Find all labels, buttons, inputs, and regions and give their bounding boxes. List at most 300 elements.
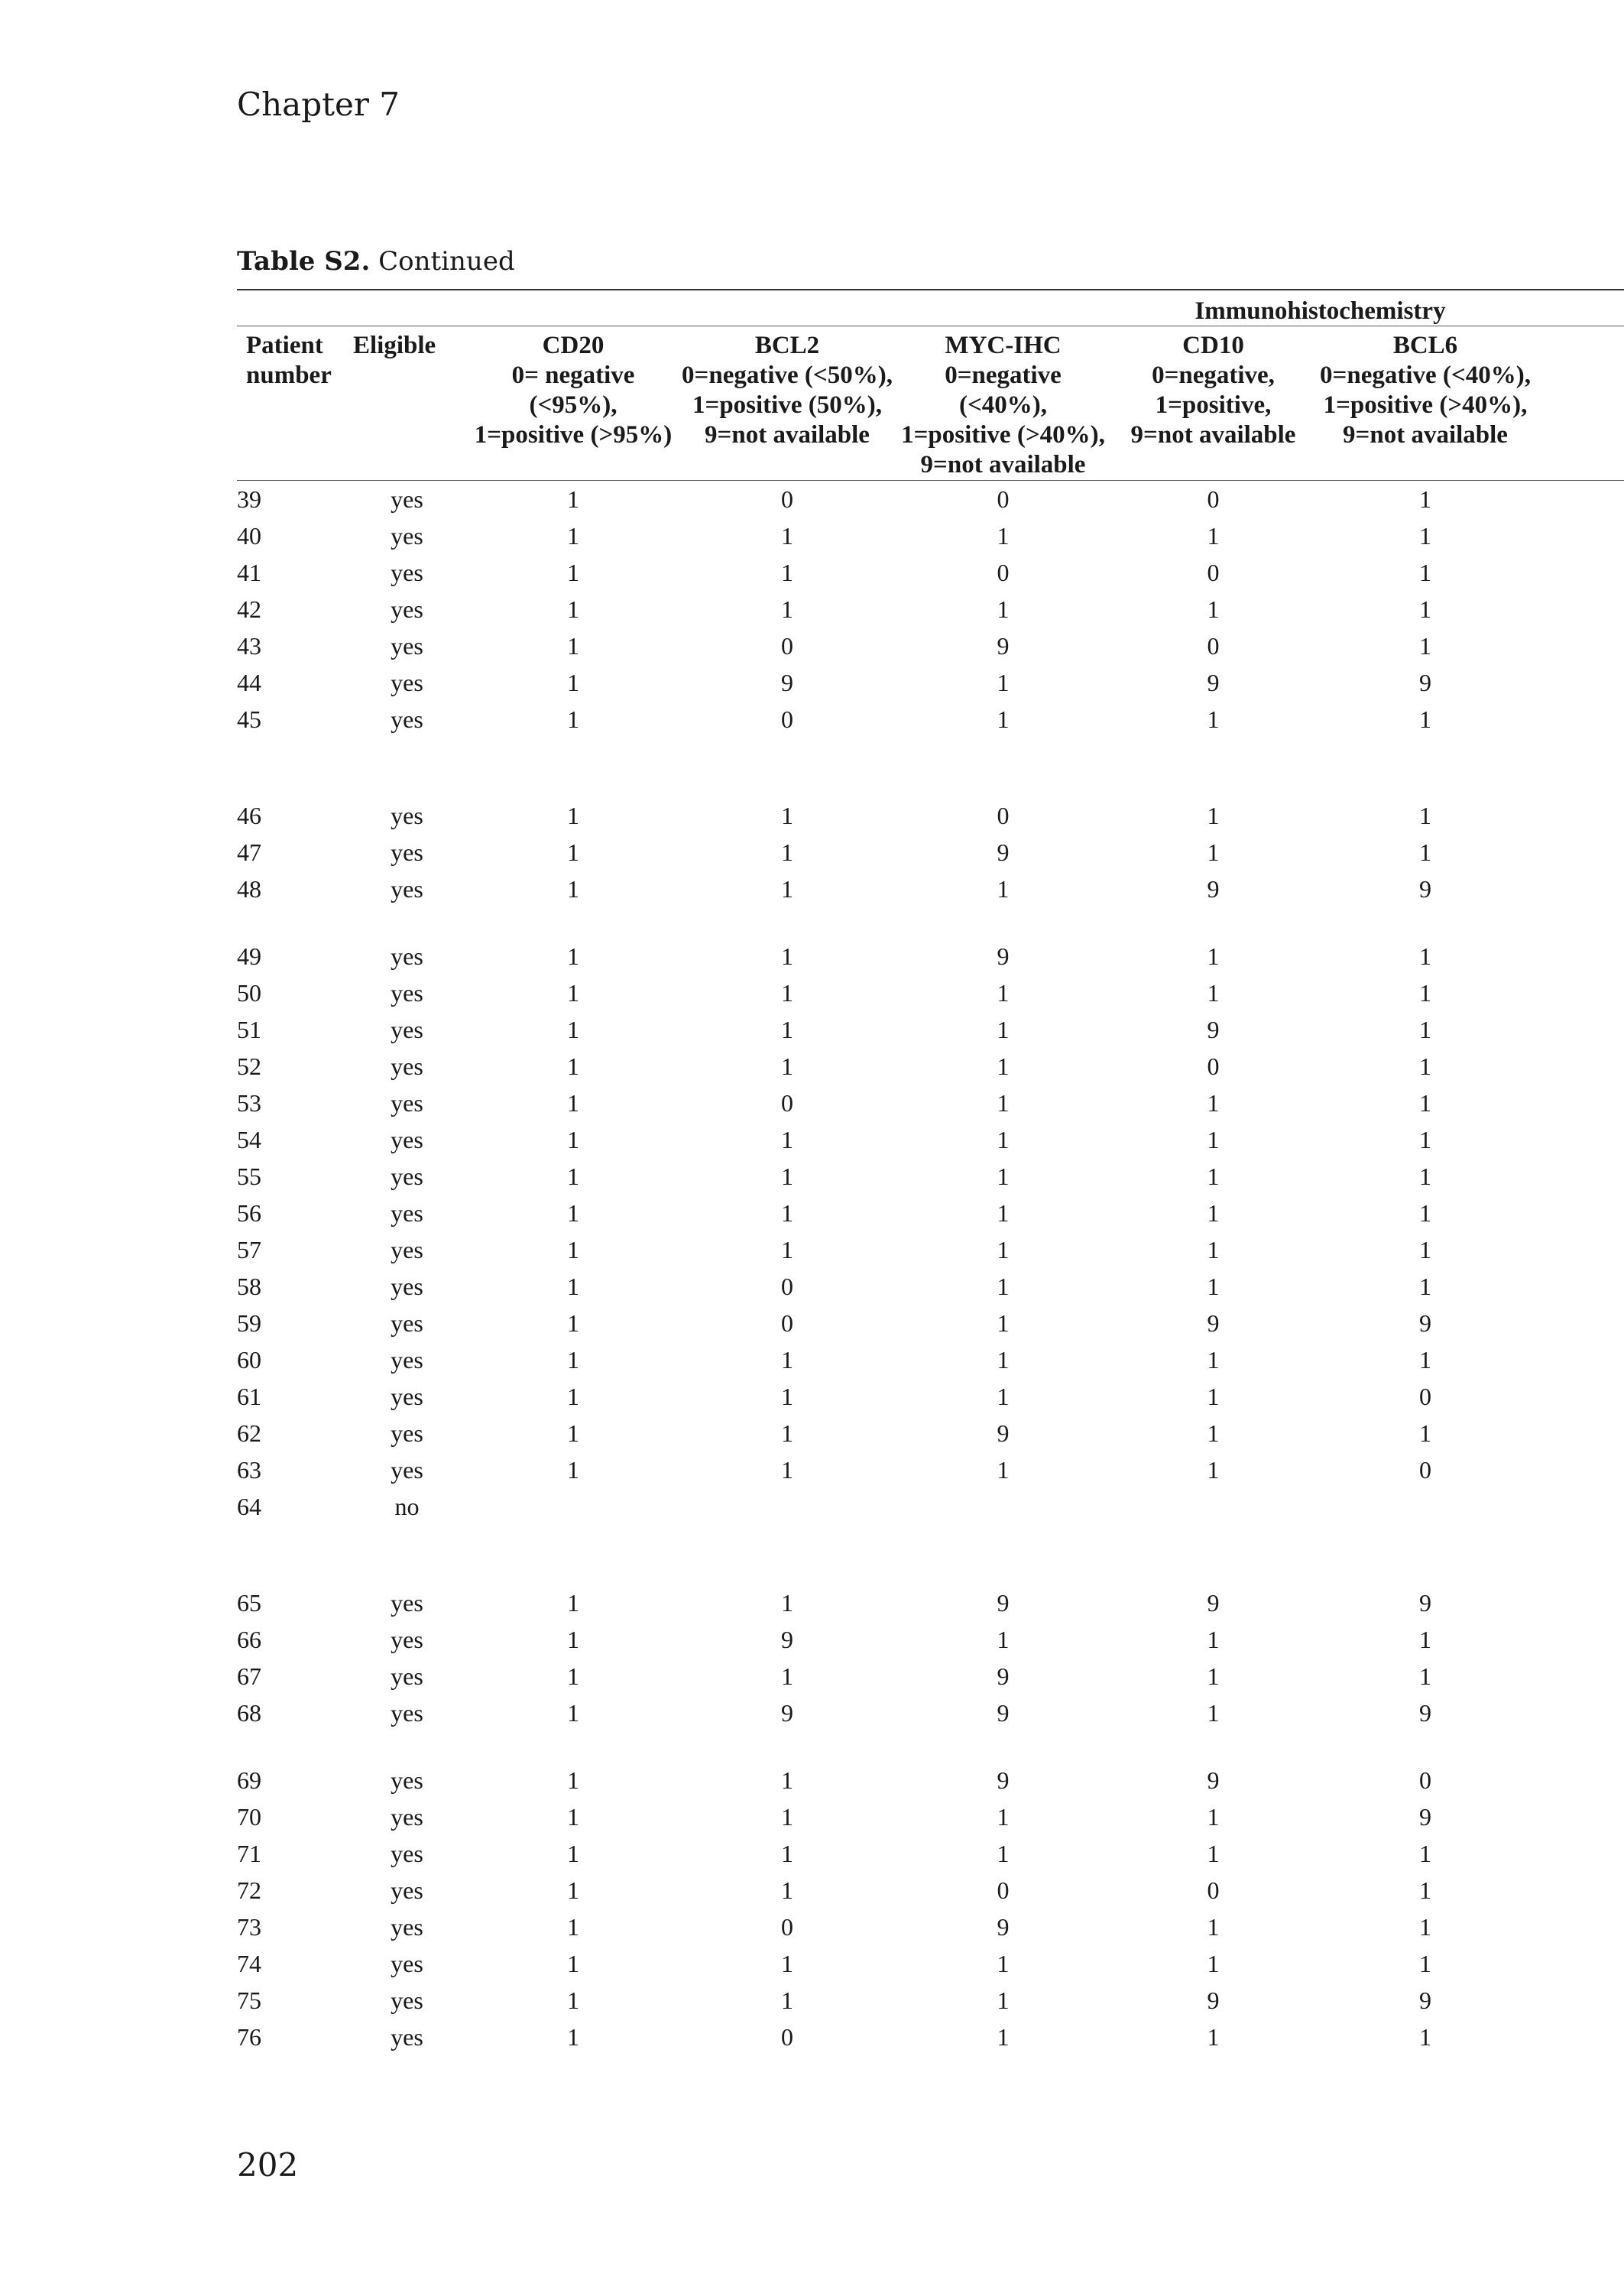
cell-patient-number: 75 xyxy=(237,1986,261,2014)
cell-cd20: 1 xyxy=(567,1088,579,1117)
cell-cd20: 1 xyxy=(567,942,579,970)
cell-cd10: 1 xyxy=(1207,1839,1220,1867)
cell-patient-number: 73 xyxy=(237,1912,261,1941)
cell-bcl6: 1 xyxy=(1419,1235,1431,1263)
row-padding xyxy=(1532,1584,1624,1621)
cell-cd10: 1 xyxy=(1207,942,1220,970)
cell-cd10 xyxy=(1108,1488,1318,1525)
cell-myc-ihc: 1 xyxy=(997,1235,1010,1263)
row-padding xyxy=(1532,628,1624,664)
row-padding xyxy=(1532,664,1624,701)
cell-eligible: yes xyxy=(391,978,423,1007)
cell-cd20: 1 xyxy=(567,1235,579,1263)
cell-bcl6: 1 xyxy=(1419,1162,1431,1190)
col-header-bcl2 xyxy=(676,326,898,481)
cell-cd10: 1 xyxy=(1207,1419,1220,1447)
table-row xyxy=(237,1268,1624,1305)
row-padding xyxy=(1532,1305,1624,1341)
cell-eligible: no xyxy=(394,1492,420,1520)
cell-cd20: 1 xyxy=(567,1588,579,1617)
cell-patient-number: 41 xyxy=(237,558,261,586)
table-caption-label: Table S2. xyxy=(237,246,371,277)
row-padding xyxy=(1532,1158,1624,1195)
row-padding xyxy=(1532,871,1624,907)
cell-myc-ihc: 1 xyxy=(997,1015,1010,1043)
cell-cd10: 1 xyxy=(1207,1802,1220,1831)
cell-myc-ihc: 1 xyxy=(997,1272,1010,1300)
cell-cd10: 1 xyxy=(1207,1345,1220,1374)
cell-eligible: yes xyxy=(391,1272,423,1300)
cell-myc-ihc: 1 xyxy=(997,1198,1010,1227)
row-padding xyxy=(1532,1195,1624,1231)
cell-myc-ihc: 1 xyxy=(997,1625,1010,1653)
table-row xyxy=(237,1835,1624,1872)
cell-bcl6: 1 xyxy=(1419,1662,1431,1690)
cell-cd10: 9 xyxy=(1207,1309,1220,1337)
cell-bcl2: 1 xyxy=(781,1839,793,1867)
table-row xyxy=(237,1488,1624,1525)
row-padding xyxy=(1532,1835,1624,1872)
cell-eligible: yes xyxy=(391,1662,423,1690)
cell-myc-ihc: 0 xyxy=(997,801,1010,829)
table-row xyxy=(237,1945,1624,1982)
cell-patient-number: 51 xyxy=(237,1015,261,1043)
cell-bcl2: 1 xyxy=(781,1802,793,1831)
cell-bcl6: 1 xyxy=(1419,558,1431,586)
col-header-patient-number xyxy=(237,326,344,481)
cell-patient-number: 71 xyxy=(237,1839,261,1867)
table-row xyxy=(237,481,1624,518)
cell-myc-ihc: 1 xyxy=(997,1125,1010,1153)
cell-cd20: 1 xyxy=(567,1912,579,1941)
cell-myc-ihc: 1 xyxy=(997,1345,1010,1374)
cell-bcl6: 1 xyxy=(1419,1876,1431,1904)
cell-cd10: 9 xyxy=(1207,668,1220,696)
table-row xyxy=(237,701,1624,738)
cell-cd20: 1 xyxy=(567,558,579,586)
cell-myc-ihc: 9 xyxy=(997,1419,1010,1447)
col-header-name: MYC-IHC xyxy=(945,332,1062,359)
cell-cd10: 1 xyxy=(1207,1698,1220,1727)
cell-bcl6: 9 xyxy=(1419,1588,1431,1617)
table-row xyxy=(237,797,1624,834)
row-group-spacer xyxy=(237,1731,1624,1762)
col-header-desc: 0=negative, 1=positive, 9=not available xyxy=(1130,362,1296,449)
table-row xyxy=(237,1451,1624,1488)
table-row xyxy=(237,1584,1624,1621)
cell-cd10: 9 xyxy=(1207,874,1220,903)
cell-myc-ihc: 1 xyxy=(997,2022,1010,2051)
row-padding xyxy=(1532,797,1624,834)
cell-patient-number: 72 xyxy=(237,1876,261,1904)
table-row xyxy=(237,1415,1624,1451)
col-header-name: BCL6 xyxy=(1392,332,1458,359)
row-padding xyxy=(1532,517,1624,554)
cell-cd10: 1 xyxy=(1207,801,1220,829)
cell-eligible: yes xyxy=(391,1802,423,1831)
cell-bcl2: 1 xyxy=(781,1125,793,1153)
cell-eligible: yes xyxy=(391,668,423,696)
cell-cd10: 1 xyxy=(1207,1949,1220,1977)
cell-cd10: 0 xyxy=(1207,485,1220,513)
cell-cd20: 1 xyxy=(567,1802,579,1831)
row-group-spacer xyxy=(237,1525,1624,1584)
cell-patient-number: 48 xyxy=(237,874,261,903)
cell-eligible: yes xyxy=(391,801,423,829)
cell-cd20: 1 xyxy=(567,1015,579,1043)
cell-myc-ihc: 1 xyxy=(997,1052,1010,1080)
cell-myc-ihc: 0 xyxy=(997,558,1010,586)
cell-cd20: 1 xyxy=(567,1625,579,1653)
row-group-spacer xyxy=(237,738,1624,797)
cell-eligible: yes xyxy=(391,1986,423,2014)
table-row xyxy=(237,1872,1624,1909)
cell-cd10: 1 xyxy=(1207,838,1220,866)
cell-cd10: 1 xyxy=(1207,1088,1220,1117)
table-row xyxy=(237,975,1624,1011)
col-header-eligible xyxy=(344,326,470,481)
immunohistochemistry-table xyxy=(237,289,1624,2055)
cell-bcl6: 0 xyxy=(1419,1766,1431,1794)
cell-cd10: 0 xyxy=(1207,558,1220,586)
cell-cd10: 1 xyxy=(1207,1382,1220,1410)
cell-eligible: yes xyxy=(391,1235,423,1263)
table-body xyxy=(237,481,1624,2056)
cell-cd20: 1 xyxy=(567,1272,579,1300)
cell-patient-number: 53 xyxy=(237,1088,261,1117)
cell-bcl6: 1 xyxy=(1419,838,1431,866)
cell-cd20: 1 xyxy=(567,1382,579,1410)
col-header-myc-ihc xyxy=(898,326,1108,481)
row-padding xyxy=(1532,1798,1624,1835)
cell-eligible: yes xyxy=(391,558,423,586)
cell-bcl2: 0 xyxy=(781,1088,793,1117)
cell-myc-ihc: 1 xyxy=(997,1162,1010,1190)
row-padding xyxy=(1532,2019,1624,2055)
cell-cd10: 0 xyxy=(1207,631,1220,660)
cell-cd10: 1 xyxy=(1207,521,1220,550)
cell-cd10: 9 xyxy=(1207,1986,1220,2014)
col-header-cd10 xyxy=(1108,326,1318,481)
cell-bcl6: 1 xyxy=(1419,1345,1431,1374)
row-group-spacer xyxy=(237,907,1624,938)
cell-myc-ihc: 1 xyxy=(997,1088,1010,1117)
cell-cd20: 1 xyxy=(567,1455,579,1484)
cell-eligible: yes xyxy=(391,1088,423,1117)
cell-eligible: yes xyxy=(391,874,423,903)
table-row xyxy=(237,1621,1624,1658)
cell-eligible: yes xyxy=(391,1125,423,1153)
cell-eligible: yes xyxy=(391,1382,423,1410)
cell-cd20: 1 xyxy=(567,2022,579,2051)
cell-myc-ihc: 1 xyxy=(997,521,1010,550)
cell-cd10: 1 xyxy=(1207,1272,1220,1300)
row-padding xyxy=(1532,1011,1624,1048)
table-group-header-row xyxy=(237,290,1624,326)
cell-patient-number: 64 xyxy=(237,1492,261,1520)
cell-bcl6: 1 xyxy=(1419,1088,1431,1117)
cell-cd20: 1 xyxy=(567,1162,579,1190)
cell-bcl2: 1 xyxy=(781,1382,793,1410)
cell-cd10: 0 xyxy=(1207,1876,1220,1904)
cell-cd20: 1 xyxy=(567,1662,579,1690)
cell-myc-ihc: 9 xyxy=(997,1912,1010,1941)
cell-cd10: 1 xyxy=(1207,1198,1220,1227)
cell-bcl2: 1 xyxy=(781,838,793,866)
row-padding xyxy=(1532,1048,1624,1085)
cell-bcl6 xyxy=(1318,1488,1532,1525)
cell-patient-number: 40 xyxy=(237,521,261,550)
table-row xyxy=(237,1158,1624,1195)
cell-eligible: yes xyxy=(391,1162,423,1190)
cell-bcl6: 1 xyxy=(1419,1839,1431,1867)
cell-eligible: yes xyxy=(391,1766,423,1794)
cell-cd20: 1 xyxy=(567,1986,579,2014)
cell-myc-ihc: 0 xyxy=(997,1876,1010,1904)
col-header-cd20 xyxy=(470,326,676,481)
cell-bcl2: 1 xyxy=(781,1662,793,1690)
row-padding xyxy=(1532,1341,1624,1378)
cell-patient-number: 52 xyxy=(237,1052,261,1080)
cell-bcl6: 1 xyxy=(1419,595,1431,623)
cell-patient-number: 62 xyxy=(237,1419,261,1447)
cell-cd20: 1 xyxy=(567,1698,579,1727)
cell-cd20: 1 xyxy=(567,521,579,550)
cell-eligible: yes xyxy=(391,1309,423,1337)
cell-bcl2: 0 xyxy=(781,705,793,733)
table-row xyxy=(237,1695,1624,1731)
cell-bcl2: 1 xyxy=(781,521,793,550)
cell-eligible: yes xyxy=(391,1052,423,1080)
cell-bcl6: 9 xyxy=(1419,668,1431,696)
row-padding xyxy=(1532,975,1624,1011)
table-row xyxy=(237,664,1624,701)
cell-bcl6: 1 xyxy=(1419,1949,1431,1977)
cell-bcl2: 0 xyxy=(781,1309,793,1337)
cell-eligible: yes xyxy=(391,1198,423,1227)
table-row xyxy=(237,834,1624,871)
cell-eligible: yes xyxy=(391,1345,423,1374)
cell-cd20: 1 xyxy=(567,1052,579,1080)
cell-cd20: 1 xyxy=(567,1419,579,1447)
row-padding xyxy=(1532,1415,1624,1451)
cell-cd20: 1 xyxy=(567,485,579,513)
cell-bcl6: 1 xyxy=(1419,1198,1431,1227)
cell-patient-number: 46 xyxy=(237,801,261,829)
col-header-name: BCL2 xyxy=(754,332,820,359)
table-row xyxy=(237,554,1624,591)
group-header-immunohistochemistry: Immunohistochemistry xyxy=(1108,290,1532,326)
cell-myc-ihc: 9 xyxy=(997,631,1010,660)
cell-bcl2: 1 xyxy=(781,1162,793,1190)
cell-myc-ihc: 1 xyxy=(997,1986,1010,2014)
row-padding xyxy=(1532,1909,1624,1945)
cell-bcl2: 1 xyxy=(781,1015,793,1043)
cell-bcl2: 1 xyxy=(781,1052,793,1080)
cell-cd10: 9 xyxy=(1207,1766,1220,1794)
cell-patient-number: 69 xyxy=(237,1766,261,1794)
row-padding xyxy=(1532,1982,1624,2019)
table-row xyxy=(237,871,1624,907)
cell-eligible: yes xyxy=(391,942,423,970)
cell-cd10: 1 xyxy=(1207,1162,1220,1190)
cell-myc-ihc xyxy=(898,1488,1108,1525)
cell-bcl6: 9 xyxy=(1419,1309,1431,1337)
cell-myc-ihc: 9 xyxy=(997,1588,1010,1617)
cell-cd20: 1 xyxy=(567,838,579,866)
cell-cd20: 1 xyxy=(567,705,579,733)
table-caption-text: Continued xyxy=(370,246,515,277)
cell-patient-number: 49 xyxy=(237,942,261,970)
cell-bcl6: 1 xyxy=(1419,1015,1431,1043)
row-padding xyxy=(1532,1085,1624,1121)
cell-cd20: 1 xyxy=(567,1766,579,1794)
cell-cd20: 1 xyxy=(567,668,579,696)
cell-bcl6: 1 xyxy=(1419,705,1431,733)
cell-myc-ihc: 9 xyxy=(997,1698,1010,1727)
row-padding xyxy=(1532,1378,1624,1415)
cell-myc-ihc: 1 xyxy=(997,1949,1010,1977)
cell-cd10: 1 xyxy=(1207,1235,1220,1263)
table-row xyxy=(237,1231,1624,1268)
cell-bcl2: 1 xyxy=(781,595,793,623)
cell-cd10: 1 xyxy=(1207,2022,1220,2051)
cell-patient-number: 61 xyxy=(237,1382,261,1410)
col-header-desc: 0=negative (<40%), 1=positive (>40%), 9=not available xyxy=(901,362,1105,478)
cell-eligible: yes xyxy=(391,1876,423,1904)
cell-cd20: 1 xyxy=(567,1198,579,1227)
table-row xyxy=(237,1011,1624,1048)
cell-bcl2: 1 xyxy=(781,1235,793,1263)
cell-patient-number: 60 xyxy=(237,1345,261,1374)
cell-bcl2: 1 xyxy=(781,978,793,1007)
cell-cd20: 1 xyxy=(567,1839,579,1867)
cell-cd20: 1 xyxy=(567,801,579,829)
cell-cd10: 0 xyxy=(1207,1052,1220,1080)
table-row xyxy=(237,1378,1624,1415)
cell-eligible: yes xyxy=(391,838,423,866)
row-padding xyxy=(1532,1872,1624,1909)
cell-cd20: 1 xyxy=(567,1876,579,1904)
row-padding xyxy=(1532,554,1624,591)
cell-patient-number: 47 xyxy=(237,838,261,866)
cell-bcl6: 9 xyxy=(1419,1802,1431,1831)
cell-eligible: yes xyxy=(391,1625,423,1653)
table-row xyxy=(237,517,1624,554)
row-padding xyxy=(1532,1621,1624,1658)
cell-bcl2: 0 xyxy=(781,485,793,513)
cell-patient-number: 65 xyxy=(237,1588,261,1617)
row-padding xyxy=(1532,1121,1624,1158)
cell-patient-number: 55 xyxy=(237,1162,261,1190)
cell-bcl6: 1 xyxy=(1419,631,1431,660)
cell-bcl6: 0 xyxy=(1419,1455,1431,1484)
cell-cd20 xyxy=(470,1488,676,1525)
cell-bcl2: 1 xyxy=(781,801,793,829)
cell-patient-number: 63 xyxy=(237,1455,261,1484)
cell-bcl2: 9 xyxy=(781,668,793,696)
table-row xyxy=(237,1658,1624,1695)
cell-bcl2: 0 xyxy=(781,631,793,660)
cell-patient-number: 50 xyxy=(237,978,261,1007)
table-row xyxy=(237,628,1624,664)
cell-myc-ihc: 1 xyxy=(997,1455,1010,1484)
col-header-name: CD10 xyxy=(1182,332,1244,359)
table-row xyxy=(237,1195,1624,1231)
cell-cd10: 1 xyxy=(1207,1455,1220,1484)
cell-eligible: yes xyxy=(391,1839,423,1867)
cell-bcl6: 1 xyxy=(1419,485,1431,513)
cell-cd20: 1 xyxy=(567,978,579,1007)
cell-bcl2: 1 xyxy=(781,1419,793,1447)
cell-bcl6: 9 xyxy=(1419,1698,1431,1727)
row-padding xyxy=(1532,1658,1624,1695)
cell-cd10: 1 xyxy=(1207,1912,1220,1941)
cell-bcl2: 1 xyxy=(781,1876,793,1904)
col-header-name: CD20 xyxy=(542,332,605,359)
cell-cd10: 1 xyxy=(1207,705,1220,733)
table-row xyxy=(237,1048,1624,1085)
cell-bcl6: 1 xyxy=(1419,1272,1431,1300)
cell-cd10: 1 xyxy=(1207,595,1220,623)
col-header-desc: 0=negative (<40%), 1=positive (>40%), 9=not available xyxy=(1320,362,1531,449)
cell-bcl2: 9 xyxy=(781,1625,793,1653)
cell-patient-number: 66 xyxy=(237,1625,261,1653)
cell-myc-ihc: 1 xyxy=(997,595,1010,623)
cell-eligible: yes xyxy=(391,1698,423,1727)
col-header-bcl6 xyxy=(1318,326,1532,481)
cell-myc-ihc: 0 xyxy=(997,485,1010,513)
cell-cd10: 9 xyxy=(1207,1588,1220,1617)
cell-bcl6: 1 xyxy=(1419,978,1431,1007)
table-row xyxy=(237,1762,1624,1798)
cell-cd20: 1 xyxy=(567,1125,579,1153)
cell-patient-number: 45 xyxy=(237,705,261,733)
row-padding xyxy=(1532,1695,1624,1731)
cell-bcl2: 9 xyxy=(781,1698,793,1727)
cell-bcl6: 1 xyxy=(1419,1625,1431,1653)
cell-patient-number: 68 xyxy=(237,1698,261,1727)
cell-patient-number: 44 xyxy=(237,668,261,696)
col-header-name: Eligible xyxy=(353,332,436,359)
cell-patient-number: 59 xyxy=(237,1309,261,1337)
cell-patient-number: 39 xyxy=(237,485,261,513)
table-row xyxy=(237,1982,1624,2019)
col-header-name: Patient number xyxy=(246,332,332,389)
cell-myc-ihc: 1 xyxy=(997,1802,1010,1831)
row-padding xyxy=(1532,834,1624,871)
cell-myc-ihc: 1 xyxy=(997,978,1010,1007)
cell-cd20: 1 xyxy=(567,595,579,623)
cell-cd10: 1 xyxy=(1207,1125,1220,1153)
cell-eligible: yes xyxy=(391,1912,423,1941)
cell-myc-ihc: 9 xyxy=(997,838,1010,866)
cell-eligible: yes xyxy=(391,485,423,513)
cell-bcl6: 0 xyxy=(1419,1382,1431,1410)
row-padding xyxy=(1532,1488,1624,1525)
table-row xyxy=(237,591,1624,628)
row-padding xyxy=(1532,1945,1624,1982)
cell-patient-number: 58 xyxy=(237,1272,261,1300)
cell-bcl2: 1 xyxy=(781,1455,793,1484)
cell-bcl2: 0 xyxy=(781,2022,793,2051)
cell-cd10: 9 xyxy=(1207,1015,1220,1043)
cell-bcl6: 1 xyxy=(1419,1052,1431,1080)
cell-bcl2: 1 xyxy=(781,874,793,903)
cell-bcl6: 1 xyxy=(1419,801,1431,829)
cell-cd20: 1 xyxy=(567,1949,579,1977)
cell-bcl6: 9 xyxy=(1419,1986,1431,2014)
